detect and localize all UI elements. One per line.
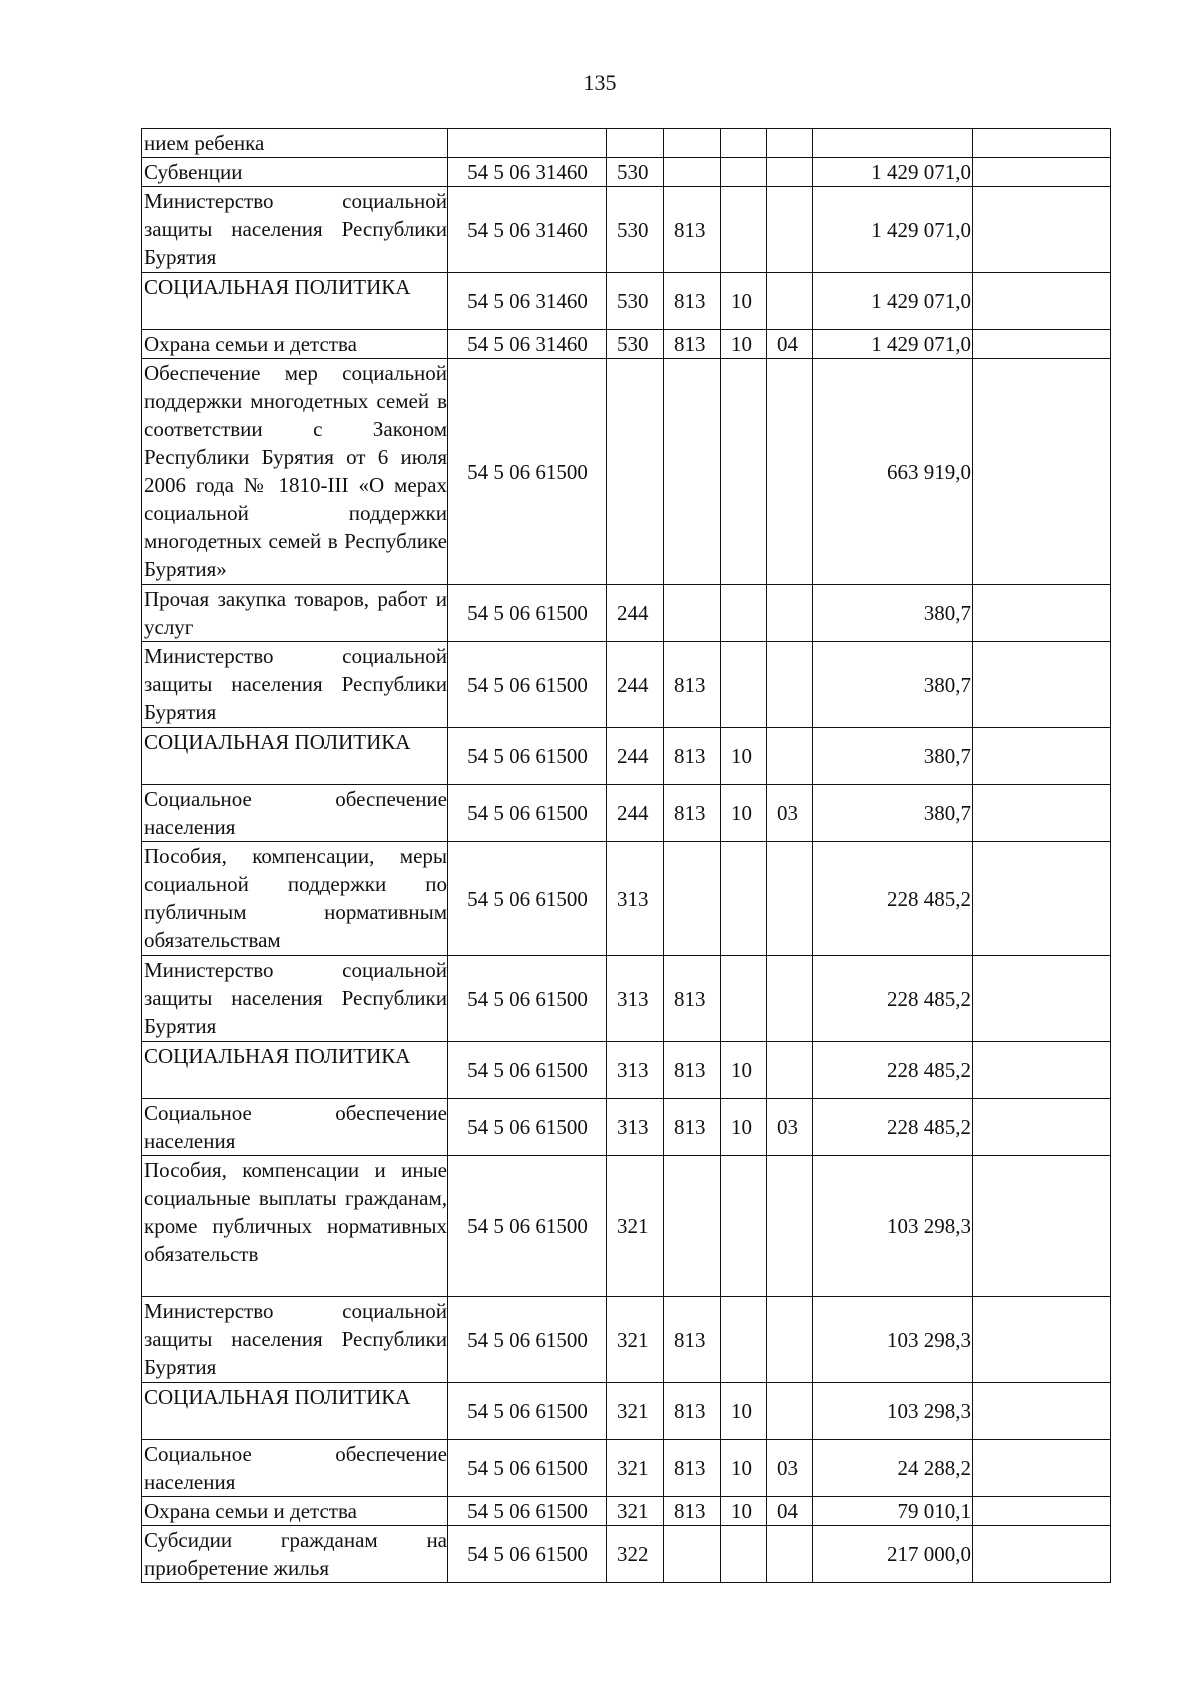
table-row — [142, 1042, 1111, 1099]
row-amount: 228 485,2 — [813, 956, 973, 1042]
row-expense-type: 244 — [607, 785, 664, 842]
row-subsection: 03 — [767, 785, 813, 842]
row-target-code: 54 5 06 61500 — [448, 642, 607, 728]
row-section: 10 — [721, 1383, 767, 1440]
row-amount — [813, 129, 973, 158]
row-subsection — [767, 956, 813, 1042]
row-section — [721, 158, 767, 187]
row-extra — [973, 1099, 1111, 1156]
row-amount: 663 919,0 — [813, 359, 973, 585]
row-amount: 228 485,2 — [813, 1099, 973, 1156]
table-row — [142, 956, 1111, 1042]
row-subsection — [767, 273, 813, 330]
row-extra — [973, 1440, 1111, 1497]
row-ministry-code: 813 — [664, 1042, 721, 1099]
row-amount: 24 288,2 — [813, 1440, 973, 1497]
row-name: СОЦИАЛЬНАЯ ПОЛИТИКА — [142, 1042, 448, 1099]
row-section — [721, 187, 767, 273]
row-expense-type: 530 — [607, 330, 664, 359]
row-expense-type: 321 — [607, 1497, 664, 1526]
row-subsection — [767, 359, 813, 585]
row-expense-type — [607, 129, 664, 158]
row-target-code: 54 5 06 61500 — [448, 956, 607, 1042]
row-ministry-code — [664, 129, 721, 158]
row-target-code: 54 5 06 61500 — [448, 1297, 607, 1383]
row-amount: 380,7 — [813, 728, 973, 785]
row-ministry-code — [664, 1526, 721, 1583]
row-extra — [973, 330, 1111, 359]
row-section: 10 — [721, 785, 767, 842]
row-subsection — [767, 642, 813, 728]
row-target-code: 54 5 06 31460 — [448, 158, 607, 187]
row-ministry-code: 813 — [664, 1440, 721, 1497]
row-ministry-code — [664, 1156, 721, 1297]
row-section — [721, 842, 767, 956]
row-extra — [973, 956, 1111, 1042]
row-expense-type: 244 — [607, 642, 664, 728]
table-row — [142, 1383, 1111, 1440]
row-expense-type: 321 — [607, 1383, 664, 1440]
row-target-code: 54 5 06 31460 — [448, 330, 607, 359]
row-expense-type: 530 — [607, 273, 664, 330]
row-ministry-code — [664, 585, 721, 642]
row-amount: 380,7 — [813, 642, 973, 728]
row-name: Прочая закупка товаров, работ и услуг — [142, 585, 448, 642]
row-target-code: 54 5 06 61500 — [448, 1099, 607, 1156]
row-name: Охрана семьи и детства — [142, 1497, 448, 1526]
table-row — [142, 273, 1111, 330]
row-ministry-code: 813 — [664, 187, 721, 273]
row-extra — [973, 129, 1111, 158]
row-amount: 1 429 071,0 — [813, 187, 973, 273]
row-expense-type: 313 — [607, 842, 664, 956]
row-name: Субсидии гражданам на приобретение жилья — [142, 1526, 448, 1583]
row-subsection: 03 — [767, 1440, 813, 1497]
row-section: 10 — [721, 1497, 767, 1526]
table-row — [142, 158, 1111, 187]
row-name: СОЦИАЛЬНАЯ ПОЛИТИКА — [142, 273, 448, 330]
row-amount: 103 298,3 — [813, 1297, 973, 1383]
row-name: Пособия, компенсации и иные социальные выплаты гражданам, кроме публичных нормативных обязательств — [142, 1156, 448, 1297]
row-target-code: 54 5 06 61500 — [448, 1526, 607, 1583]
row-name: Социальное обеспечение населения — [142, 1099, 448, 1156]
row-subsection — [767, 129, 813, 158]
table-body — [142, 129, 1111, 1583]
row-section: 10 — [721, 1440, 767, 1497]
row-section: 10 — [721, 1042, 767, 1099]
row-expense-type: 530 — [607, 158, 664, 187]
row-section: 10 — [721, 273, 767, 330]
row-extra — [973, 1497, 1111, 1526]
row-expense-type: 244 — [607, 585, 664, 642]
row-amount: 1 429 071,0 — [813, 158, 973, 187]
table-row — [142, 1526, 1111, 1583]
row-amount: 103 298,3 — [813, 1156, 973, 1297]
row-name: Пособия, компенсации, меры социальной поддержки по публичным нормативным обязательствам — [142, 842, 448, 956]
row-ministry-code: 813 — [664, 956, 721, 1042]
row-name: Социальное обеспечение населения — [142, 1440, 448, 1497]
table-row — [142, 359, 1111, 585]
table-row — [142, 585, 1111, 642]
row-extra — [973, 1297, 1111, 1383]
row-subsection: 04 — [767, 1497, 813, 1526]
row-extra — [973, 1042, 1111, 1099]
row-ministry-code: 813 — [664, 1297, 721, 1383]
row-expense-type: 244 — [607, 728, 664, 785]
row-target-code: 54 5 06 31460 — [448, 273, 607, 330]
row-name: Министерство социальной защиты населения Республики Бурятия — [142, 1297, 448, 1383]
row-section — [721, 1156, 767, 1297]
row-expense-type: 322 — [607, 1526, 664, 1583]
row-expense-type: 321 — [607, 1440, 664, 1497]
row-subsection — [767, 1042, 813, 1099]
row-name: Субвенции — [142, 158, 448, 187]
row-subsection — [767, 728, 813, 785]
row-amount: 228 485,2 — [813, 842, 973, 956]
table-row — [142, 1297, 1111, 1383]
row-ministry-code — [664, 842, 721, 956]
budget-table — [141, 128, 1111, 1583]
row-section — [721, 642, 767, 728]
row-expense-type: 321 — [607, 1156, 664, 1297]
row-extra — [973, 842, 1111, 956]
row-ministry-code: 813 — [664, 642, 721, 728]
row-name: Охрана семьи и детства — [142, 330, 448, 359]
row-amount: 1 429 071,0 — [813, 330, 973, 359]
row-target-code: 54 5 06 61500 — [448, 785, 607, 842]
row-subsection — [767, 1297, 813, 1383]
row-target-code: 54 5 06 61500 — [448, 1156, 607, 1297]
row-ministry-code — [664, 158, 721, 187]
row-target-code: 54 5 06 61500 — [448, 585, 607, 642]
row-subsection — [767, 158, 813, 187]
row-target-code: 54 5 06 61500 — [448, 1042, 607, 1099]
row-section — [721, 129, 767, 158]
row-amount: 217 000,0 — [813, 1526, 973, 1583]
row-subsection — [767, 1526, 813, 1583]
table-row — [142, 1099, 1111, 1156]
row-subsection: 04 — [767, 330, 813, 359]
row-amount: 79 010,1 — [813, 1497, 973, 1526]
row-target-code: 54 5 06 31460 — [448, 187, 607, 273]
row-ministry-code: 813 — [664, 1099, 721, 1156]
row-extra — [973, 158, 1111, 187]
row-amount: 103 298,3 — [813, 1383, 973, 1440]
row-extra — [973, 728, 1111, 785]
row-expense-type: 313 — [607, 1042, 664, 1099]
table-row — [142, 785, 1111, 842]
row-name: Министерство социальной защиты населения Республики Бурятия — [142, 642, 448, 728]
row-ministry-code: 813 — [664, 785, 721, 842]
row-ministry-code: 813 — [664, 273, 721, 330]
row-section: 10 — [721, 728, 767, 785]
row-target-code: 54 5 06 61500 — [448, 359, 607, 585]
row-extra — [973, 642, 1111, 728]
row-extra — [973, 1383, 1111, 1440]
row-ministry-code — [664, 359, 721, 585]
row-expense-type: 313 — [607, 1099, 664, 1156]
table-row — [142, 842, 1111, 956]
row-ministry-code: 813 — [664, 1497, 721, 1526]
table-row — [142, 1440, 1111, 1497]
row-extra — [973, 187, 1111, 273]
row-section — [721, 359, 767, 585]
row-name: Обеспечение мер социальной поддержки многодетных семей в соответствии с Законом Республики Бурятия от 6 июля 2006 года № 1810-III «О мерах социальной поддержки многодетных семей в Республике Бурятия» — [142, 359, 448, 585]
row-name: Социальное обеспечение населения — [142, 785, 448, 842]
row-target-code: 54 5 06 61500 — [448, 1497, 607, 1526]
row-extra — [973, 1526, 1111, 1583]
row-extra — [973, 785, 1111, 842]
row-expense-type — [607, 359, 664, 585]
row-target-code: 54 5 06 61500 — [448, 842, 607, 956]
row-section — [721, 1526, 767, 1583]
table-row — [142, 642, 1111, 728]
row-ministry-code: 813 — [664, 1383, 721, 1440]
row-subsection — [767, 187, 813, 273]
table-row — [142, 728, 1111, 785]
row-ministry-code: 813 — [664, 728, 721, 785]
row-amount: 228 485,2 — [813, 1042, 973, 1099]
page-number: 135 — [583, 70, 617, 95]
row-target-code: 54 5 06 61500 — [448, 1440, 607, 1497]
row-target-code: 54 5 06 61500 — [448, 728, 607, 785]
row-extra — [973, 585, 1111, 642]
row-subsection — [767, 842, 813, 956]
row-extra — [973, 1156, 1111, 1297]
row-subsection — [767, 1156, 813, 1297]
row-ministry-code: 813 — [664, 330, 721, 359]
table-row — [142, 129, 1111, 158]
row-amount: 1 429 071,0 — [813, 273, 973, 330]
row-name: Министерство социальной защиты населения Республики Бурятия — [142, 956, 448, 1042]
row-section — [721, 1297, 767, 1383]
row-name: СОЦИАЛЬНАЯ ПОЛИТИКА — [142, 1383, 448, 1440]
table-row — [142, 1156, 1111, 1297]
row-target-code: 54 5 06 61500 — [448, 1383, 607, 1440]
row-name: нием ребенка — [142, 129, 448, 158]
row-expense-type: 530 — [607, 187, 664, 273]
row-subsection — [767, 585, 813, 642]
row-amount: 380,7 — [813, 585, 973, 642]
row-extra — [973, 273, 1111, 330]
row-target-code — [448, 129, 607, 158]
row-section: 10 — [721, 330, 767, 359]
table-row — [142, 1497, 1111, 1526]
row-expense-type: 321 — [607, 1297, 664, 1383]
row-amount: 380,7 — [813, 785, 973, 842]
table-row — [142, 187, 1111, 273]
row-expense-type: 313 — [607, 956, 664, 1042]
row-subsection — [767, 1383, 813, 1440]
row-section — [721, 585, 767, 642]
row-section — [721, 956, 767, 1042]
row-name: Министерство социальной защиты населения Республики Бурятия — [142, 187, 448, 273]
table-row — [142, 330, 1111, 359]
row-subsection: 03 — [767, 1099, 813, 1156]
row-extra — [973, 359, 1111, 585]
row-section: 10 — [721, 1099, 767, 1156]
row-name: СОЦИАЛЬНАЯ ПОЛИТИКА — [142, 728, 448, 785]
